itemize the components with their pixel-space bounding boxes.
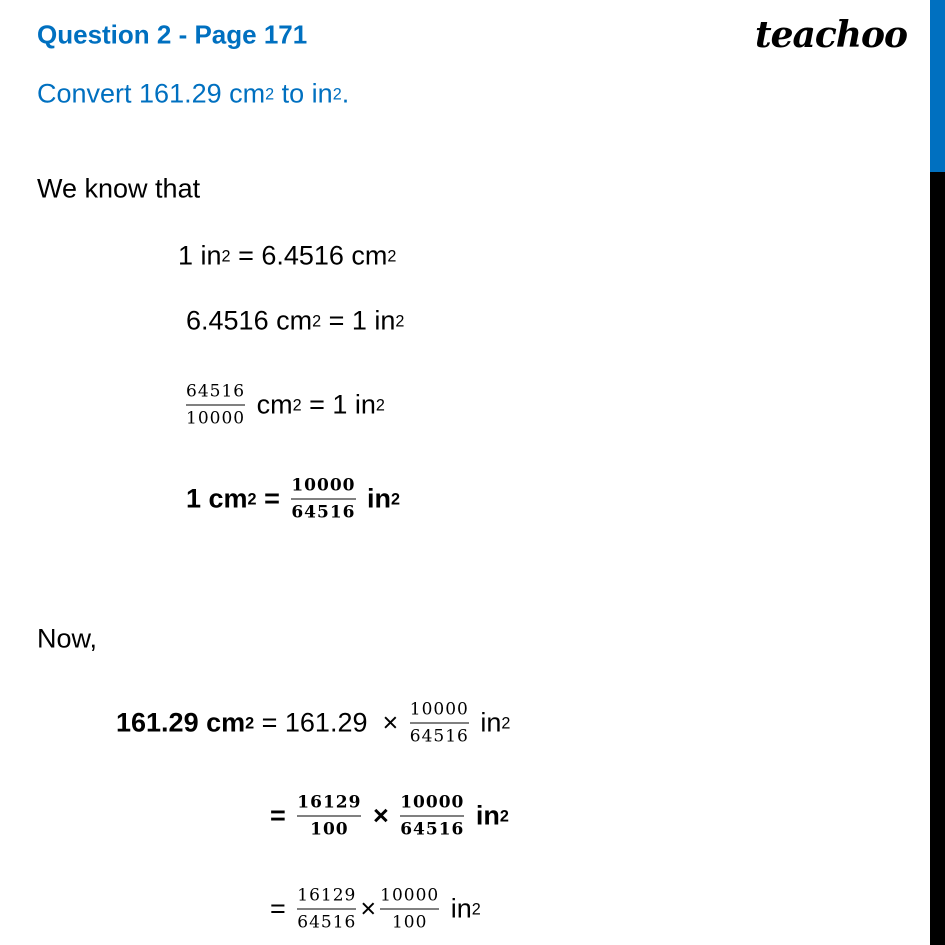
fraction: $\frac{16129}{100}$: [297, 792, 362, 840]
fraction: $\frac{10000}{64516}$: [409, 699, 469, 747]
equation-3: $\frac{64516}{10000}$ cm 2 = 1 in 2: [186, 381, 385, 429]
fraction: $\frac{10000}{100}$: [380, 885, 440, 933]
fraction: $\frac{64516}{10000}$: [186, 381, 246, 429]
equation-7: = $\frac{16129}{64516}$ × $\frac{10000}{100}$ in 2: [270, 885, 481, 933]
equation-2: 6.4516 cm 2 = 1 in 2: [186, 305, 405, 336]
equation-6: = $\frac{16129}{100}$ × $\frac{10000}{64516}$ in 2: [270, 792, 509, 840]
equation-1: 1 in 2 = 6.4516 cm 2: [178, 240, 397, 271]
now-text: Now,: [37, 623, 98, 654]
fraction: $\frac{16129}{64516}$: [297, 885, 357, 933]
side-dark-bar: [930, 172, 945, 945]
fraction: $\frac{10000}{64516}$: [291, 475, 356, 523]
question-text: Convert 161.29 cm 2 to in 2 .: [37, 78, 350, 109]
side-accent-bar: [930, 0, 945, 172]
equation-5: 161.29 cm 2 = 161.29 × $\frac{10000}{64516}$ in 2: [116, 699, 511, 747]
intro-text: We know that: [37, 173, 201, 204]
equation-4-result: 1 cm 2 = $\frac{10000}{64516}$ in 2: [186, 475, 401, 523]
question-title: Question 2 - Page 171: [37, 19, 308, 50]
teachoo-logo: teachoo: [755, 14, 907, 56]
fraction: $\frac{10000}{64516}$: [400, 792, 465, 840]
